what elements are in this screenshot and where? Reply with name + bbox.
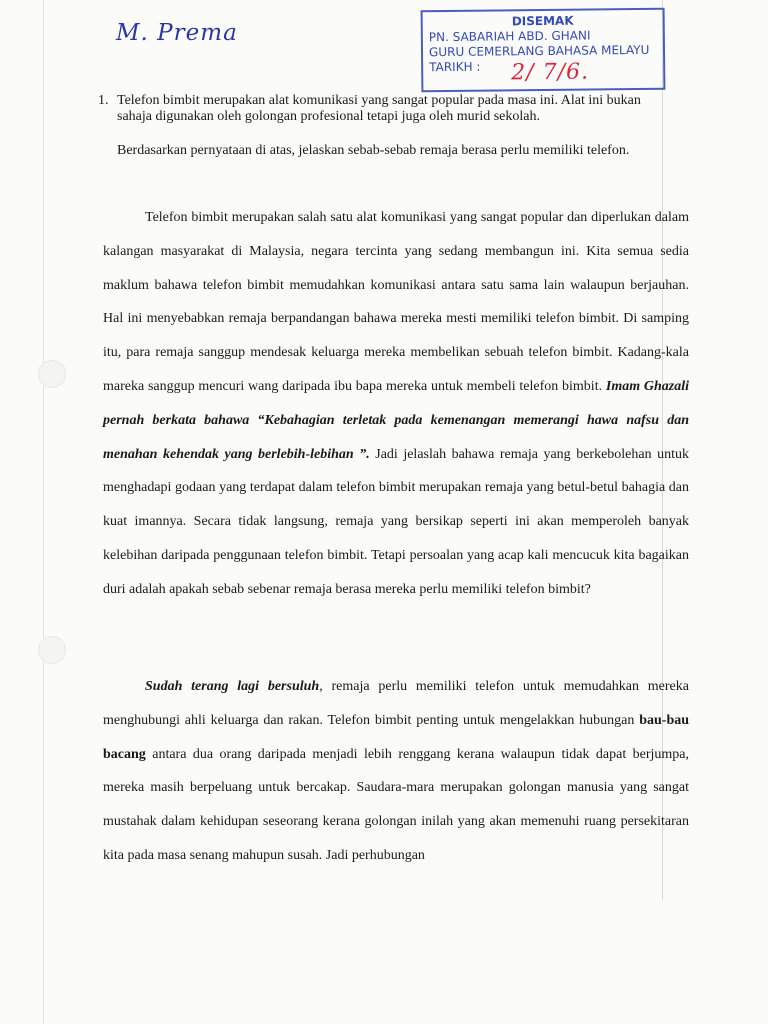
punch-hole [38, 636, 66, 664]
question-number: 1. [98, 93, 109, 108]
handwritten-signature: M. Prema [116, 20, 238, 46]
essay-paragraph-2 [103, 670, 689, 873]
paragraph-2-text-b: antara dua orang daripada menjadi lebih renggang kerana walaupun tidak dapat berjumpa, mereka masih berpeluang untuk bercakap. Saudara-mara merupakan golongan manusia yang sangat mustahak dalam kehidupan seseorang kerana golongan inilah yang akan memenuhi ruang persekitaran kita pada masa senang mahupun susah. Jadi perhubungan [103, 746, 689, 863]
paragraph-1-text-a: Telefon bimbit merupakan salah satu alat komunikasi yang sangat popular dan diperlukan dalam kalangan masyarakat di Malaysia, negara tercinta yang sedang membangun ini. Kita semua sedia maklum bahawa telefon bimbit memudahkan komunikasi antara satu sama lain walaupun berjauhan. Hal ini menyebabkan remaja berpandangan bahawa mereka mesti memiliki telefon bimbit. Di samping itu, para remaja sanggup mendesak keluarga mereka membelikan sebuah telefon bimbit. Kadang-kala mareka sanggup mencuri wang daripada ibu bapa mereka untuk membeli telefon bimbit. [103, 210, 689, 394]
question-instruction-block [103, 143, 683, 159]
paragraph-1-quote: Imam Ghazali pernah berkata bahawa “Kebahagian terletak pada kemenangan memerangi hawa nafsu dan menahan kehendak yang berlebih-lebihan ”. [103, 378, 690, 462]
stamp-handwritten-date: 2/ 7/6. [511, 59, 590, 86]
stamp-date-label: TARIKH : [429, 59, 481, 75]
question-block [98, 93, 683, 125]
teacher-review-stamp [421, 8, 666, 93]
stamp-teacher-role: GURU CEMERLANG BAHASA MELAYU [428, 42, 650, 60]
paragraph-1-text-b: Jadi jelaslah bahawa remaja yang berkebolehan untuk menghadapi godaan yang terdapat dalam telefon bimbit merupakan remaja yang betul-betul bahagia dan kuat imannya. Secara tidak langsung, remaja yang bersikap seperti ini akan memperoleh banyak kelebihan daripada penggunaan telefon bimbit. Tetapi persoalan yang acap kali mencucuk kita bagaikan duri adalah apakah sebab sebenar remaja berasa mereka perlu memiliki telefon bimbit? [103, 446, 690, 597]
essay-paragraph-1 [103, 201, 689, 607]
page-margin-line [43, 0, 44, 1024]
question-line-2: sahaja digunakan oleh golongan profesional tetapi juga oleh murid sekolah. [117, 109, 540, 124]
stamp-title: DISEMAK [511, 13, 574, 29]
punch-hole [38, 360, 66, 388]
stamp-teacher-name: PN. SABARIAH ABD. GHANI [428, 28, 591, 45]
question-line-1: Telefon bimbit merupakan alat komunikasi yang sangat popular pada masa ini. Alat ini bukan [117, 93, 641, 108]
paragraph-2-text-a: , remaja perlu memiliki telefon untuk memudahkan mereka menghubungi ahli keluarga dan rakan. Telefon bimbit penting untuk mengelakkan hubungan [103, 679, 689, 728]
paragraph-2-bold-idiom: bau-bau bacang [103, 712, 690, 762]
question-instruction: Berdasarkan pernyataan di atas, jelaskan sebab-sebab remaja berasa perlu memiliki telefon. [117, 143, 630, 158]
paragraph-2-lead-idiom: Sudah terang lagi bersuluh [145, 679, 320, 694]
